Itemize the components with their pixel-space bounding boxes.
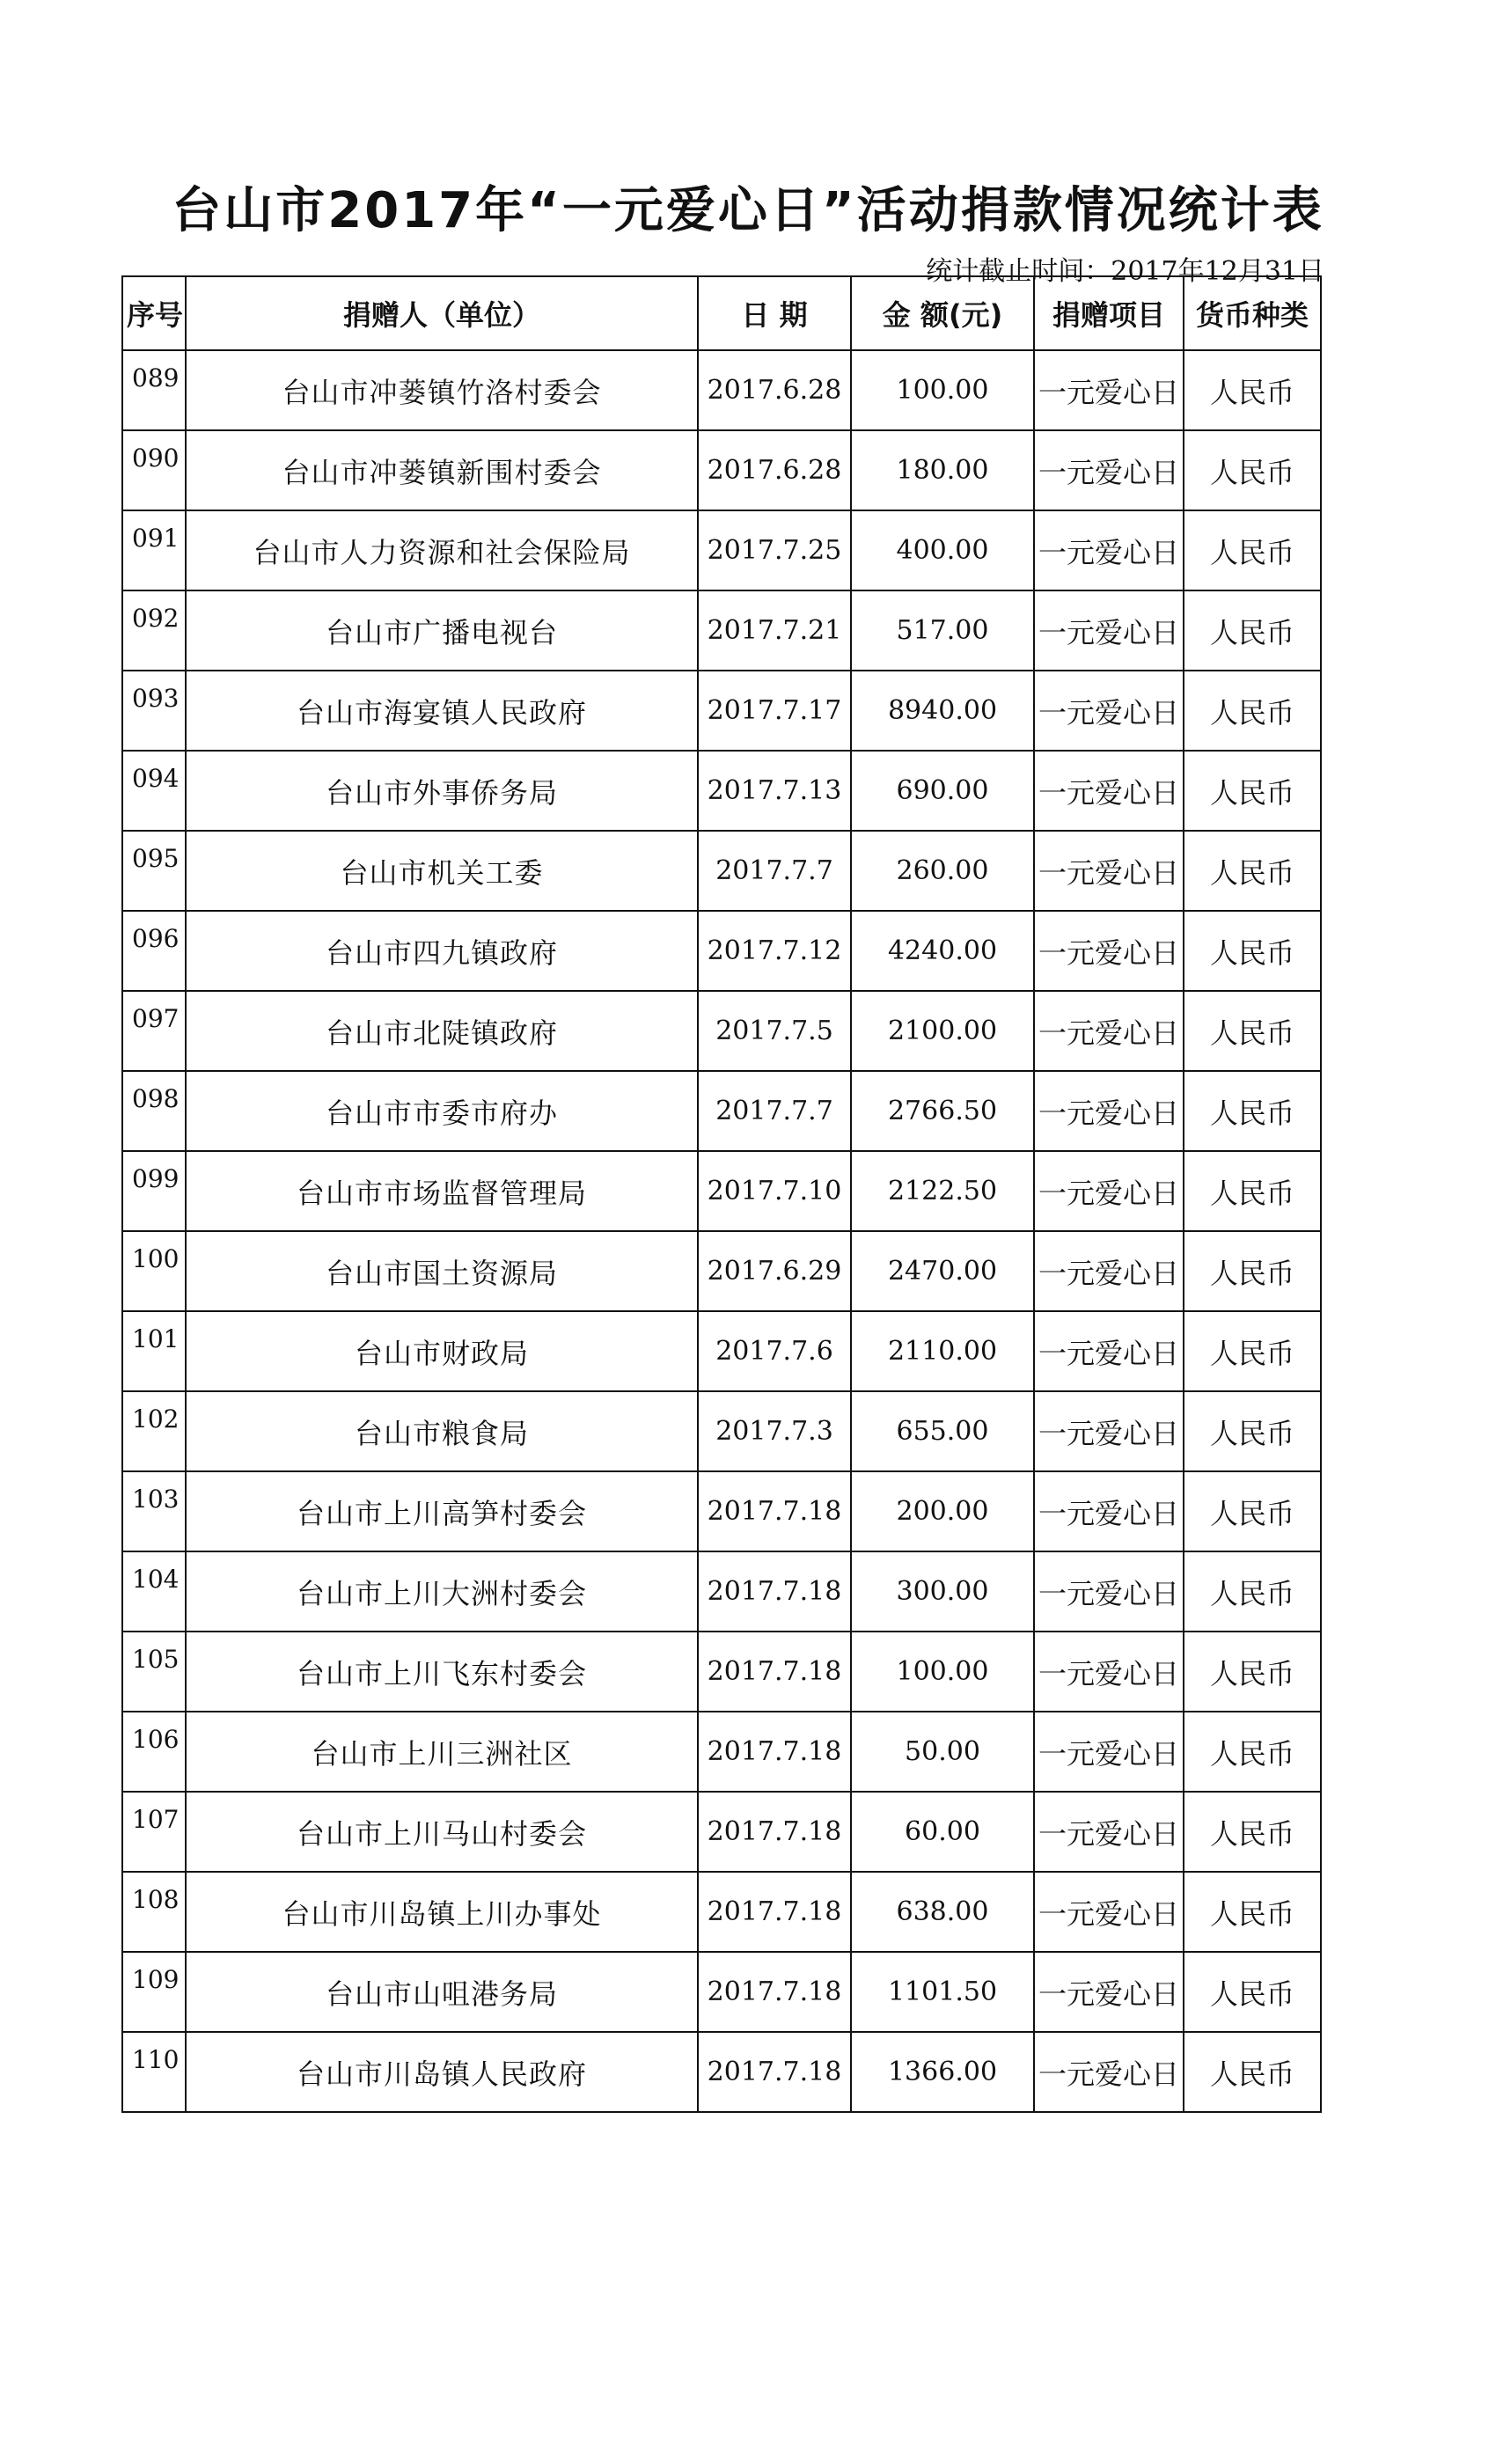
table-row: [122, 1231, 1321, 1311]
cell-amount: 180.00: [851, 430, 1034, 510]
cell-donor: 台山市粮食局: [186, 1391, 698, 1471]
table-row: [122, 1551, 1321, 1632]
cell-amount: 260.00: [851, 831, 1034, 911]
cell-donor: 台山市国土资源局: [186, 1231, 698, 1311]
cell-project: 一元爱心日: [1034, 1471, 1184, 1551]
cell-date: 2017.6.28: [698, 430, 851, 510]
cell-amount: 300.00: [851, 1551, 1034, 1632]
table-row: [122, 751, 1321, 831]
cell-project: 一元爱心日: [1034, 751, 1184, 831]
cell-donor: 台山市外事侨务局: [186, 751, 698, 831]
table-row: [122, 590, 1321, 671]
cell-project: 一元爱心日: [1034, 1311, 1184, 1391]
cell-seq: 098: [122, 1071, 186, 1151]
cell-donor: 台山市海宴镇人民政府: [186, 671, 698, 751]
cell-date: 2017.7.5: [698, 991, 851, 1071]
cell-seq: 089: [122, 350, 186, 430]
cell-currency: 人民币: [1184, 1231, 1321, 1311]
cell-project: 一元爱心日: [1034, 911, 1184, 991]
cell-date: 2017.7.18: [698, 1632, 851, 1712]
cell-date: 2017.7.25: [698, 510, 851, 590]
table-row: [122, 1792, 1321, 1872]
table-row: [122, 1391, 1321, 1471]
header-date: 日 期: [698, 276, 851, 350]
table-row: [122, 671, 1321, 751]
cell-currency: 人民币: [1184, 671, 1321, 751]
table-row: [122, 1632, 1321, 1712]
table-row: [122, 1471, 1321, 1551]
cell-amount: 4240.00: [851, 911, 1034, 991]
cell-donor: 台山市财政局: [186, 1311, 698, 1391]
cell-date: 2017.7.18: [698, 1551, 851, 1632]
cell-currency: 人民币: [1184, 1151, 1321, 1231]
cell-date: 2017.7.18: [698, 1712, 851, 1792]
cell-amount: 517.00: [851, 590, 1034, 671]
cell-date: 2017.7.18: [698, 1471, 851, 1551]
cell-seq: 104: [122, 1551, 186, 1632]
table-row: [122, 911, 1321, 991]
cell-date: 2017.6.29: [698, 1231, 851, 1311]
table-body: [122, 350, 1321, 2112]
cell-project: 一元爱心日: [1034, 430, 1184, 510]
cell-amount: 2110.00: [851, 1311, 1034, 1391]
cell-currency: 人民币: [1184, 1071, 1321, 1151]
header-seq: 序号: [122, 276, 186, 350]
cell-donor: 台山市上川高笋村委会: [186, 1471, 698, 1551]
cell-date: 2017.7.17: [698, 671, 851, 751]
cell-amount: 638.00: [851, 1872, 1034, 1952]
cell-donor: 台山市川岛镇上川办事处: [186, 1872, 698, 1952]
cell-date: 2017.6.28: [698, 350, 851, 430]
cell-project: 一元爱心日: [1034, 991, 1184, 1071]
cell-donor: 台山市山咀港务局: [186, 1952, 698, 2032]
cell-seq: 101: [122, 1311, 186, 1391]
cell-date: 2017.7.12: [698, 911, 851, 991]
cell-currency: 人民币: [1184, 1712, 1321, 1792]
cell-amount: 200.00: [851, 1471, 1034, 1551]
table-row: [122, 1311, 1321, 1391]
cell-donor: 台山市市委市府办: [186, 1071, 698, 1151]
cell-amount: 2470.00: [851, 1231, 1034, 1311]
cell-currency: 人民币: [1184, 1391, 1321, 1471]
donation-table: [121, 275, 1322, 2113]
cell-donor: 台山市四九镇政府: [186, 911, 698, 991]
cell-currency: 人民币: [1184, 430, 1321, 510]
table-row: [122, 1872, 1321, 1952]
cell-currency: 人民币: [1184, 1872, 1321, 1952]
cell-seq: 109: [122, 1952, 186, 2032]
cell-amount: 655.00: [851, 1391, 1034, 1471]
cell-currency: 人民币: [1184, 1551, 1321, 1632]
cell-project: 一元爱心日: [1034, 1071, 1184, 1151]
cell-amount: 2766.50: [851, 1071, 1034, 1151]
cell-date: 2017.7.7: [698, 1071, 851, 1151]
cell-amount: 60.00: [851, 1792, 1034, 1872]
header-amount: 金 额(元): [851, 276, 1034, 350]
cell-date: 2017.7.3: [698, 1391, 851, 1471]
cell-project: 一元爱心日: [1034, 671, 1184, 751]
cell-donor: 台山市北陡镇政府: [186, 991, 698, 1071]
cell-project: 一元爱心日: [1034, 510, 1184, 590]
cell-amount: 100.00: [851, 1632, 1034, 1712]
cell-amount: 400.00: [851, 510, 1034, 590]
cell-currency: 人民币: [1184, 751, 1321, 831]
cell-date: 2017.7.21: [698, 590, 851, 671]
cell-currency: 人民币: [1184, 1952, 1321, 2032]
cell-project: 一元爱心日: [1034, 2032, 1184, 2112]
cell-date: 2017.7.6: [698, 1311, 851, 1391]
table-row: [122, 831, 1321, 911]
cell-seq: 090: [122, 430, 186, 510]
cell-amount: 2100.00: [851, 991, 1034, 1071]
cell-project: 一元爱心日: [1034, 1872, 1184, 1952]
cell-project: 一元爱心日: [1034, 1952, 1184, 2032]
cell-date: 2017.7.18: [698, 1792, 851, 1872]
cell-donor: 台山市上川三洲社区: [186, 1712, 698, 1792]
page-title: 台山市2017年“一元爱心日”活动捐款情况统计表: [172, 182, 1324, 239]
cell-seq: 096: [122, 911, 186, 991]
cell-amount: 1366.00: [851, 2032, 1034, 2112]
cell-project: 一元爱心日: [1034, 1231, 1184, 1311]
cell-donor: 台山市冲蒌镇新围村委会: [186, 430, 698, 510]
cell-project: 一元爱心日: [1034, 1551, 1184, 1632]
cell-date: 2017.7.18: [698, 1952, 851, 2032]
cell-amount: 2122.50: [851, 1151, 1034, 1231]
cell-date: 2017.7.18: [698, 1872, 851, 1952]
cell-donor: 台山市上川马山村委会: [186, 1792, 698, 1872]
cell-date: 2017.7.13: [698, 751, 851, 831]
cell-project: 一元爱心日: [1034, 350, 1184, 430]
table-row: [122, 1712, 1321, 1792]
cell-donor: 台山市上川飞东村委会: [186, 1632, 698, 1712]
cell-currency: 人民币: [1184, 831, 1321, 911]
cell-currency: 人民币: [1184, 1632, 1321, 1712]
cell-currency: 人民币: [1184, 590, 1321, 671]
cell-date: 2017.7.7: [698, 831, 851, 911]
cell-seq: 105: [122, 1632, 186, 1712]
cell-donor: 台山市广播电视台: [186, 590, 698, 671]
cell-currency: 人民币: [1184, 991, 1321, 1071]
cell-donor: 台山市冲蒌镇竹洛村委会: [186, 350, 698, 430]
cell-currency: 人民币: [1184, 350, 1321, 430]
cell-project: 一元爱心日: [1034, 1632, 1184, 1712]
cell-currency: 人民币: [1184, 1792, 1321, 1872]
cell-seq: 102: [122, 1391, 186, 1471]
cell-currency: 人民币: [1184, 510, 1321, 590]
cell-project: 一元爱心日: [1034, 1391, 1184, 1471]
cell-project: 一元爱心日: [1034, 1792, 1184, 1872]
cell-seq: 094: [122, 751, 186, 831]
cell-currency: 人民币: [1184, 1311, 1321, 1391]
cell-project: 一元爱心日: [1034, 590, 1184, 671]
cell-amount: 690.00: [851, 751, 1034, 831]
cell-seq: 108: [122, 1872, 186, 1952]
cell-project: 一元爱心日: [1034, 831, 1184, 911]
table-row: [122, 1151, 1321, 1231]
cell-seq: 095: [122, 831, 186, 911]
cell-donor: 台山市机关工委: [186, 831, 698, 911]
cell-seq: 092: [122, 590, 186, 671]
table-row: [122, 991, 1321, 1071]
header-currency: 货币种类: [1184, 276, 1321, 350]
cell-seq: 093: [122, 671, 186, 751]
cell-project: 一元爱心日: [1034, 1712, 1184, 1792]
cell-date: 2017.7.18: [698, 2032, 851, 2112]
header-donor: 捐赠人（单位）: [186, 276, 698, 350]
cell-donor: 台山市上川大洲村委会: [186, 1551, 698, 1632]
cell-seq: 107: [122, 1792, 186, 1872]
cutoff-date: 统计截止时间：2017年12月31日: [926, 256, 1324, 287]
table-row: [122, 350, 1321, 430]
cell-amount: 1101.50: [851, 1952, 1034, 2032]
cell-donor: 台山市市场监督管理局: [186, 1151, 698, 1231]
table-row: [122, 430, 1321, 510]
cell-donor: 台山市川岛镇人民政府: [186, 2032, 698, 2112]
table-row: [122, 1071, 1321, 1151]
cell-currency: 人民币: [1184, 1471, 1321, 1551]
cell-amount: 50.00: [851, 1712, 1034, 1792]
table-row: [122, 1952, 1321, 2032]
cell-project: 一元爱心日: [1034, 1151, 1184, 1231]
header-project: 捐赠项目: [1034, 276, 1184, 350]
cell-seq: 097: [122, 991, 186, 1071]
cell-amount: 100.00: [851, 350, 1034, 430]
cell-seq: 110: [122, 2032, 186, 2112]
cell-date: 2017.7.10: [698, 1151, 851, 1231]
cell-seq: 103: [122, 1471, 186, 1551]
cell-seq: 100: [122, 1231, 186, 1311]
table-row: [122, 510, 1321, 590]
cell-seq: 099: [122, 1151, 186, 1231]
cell-amount: 8940.00: [851, 671, 1034, 751]
cell-donor: 台山市人力资源和社会保险局: [186, 510, 698, 590]
table-header-row: [122, 276, 1321, 350]
table-row: [122, 2032, 1321, 2112]
cell-currency: 人民币: [1184, 2032, 1321, 2112]
cell-currency: 人民币: [1184, 911, 1321, 991]
cell-seq: 091: [122, 510, 186, 590]
cell-seq: 106: [122, 1712, 186, 1792]
